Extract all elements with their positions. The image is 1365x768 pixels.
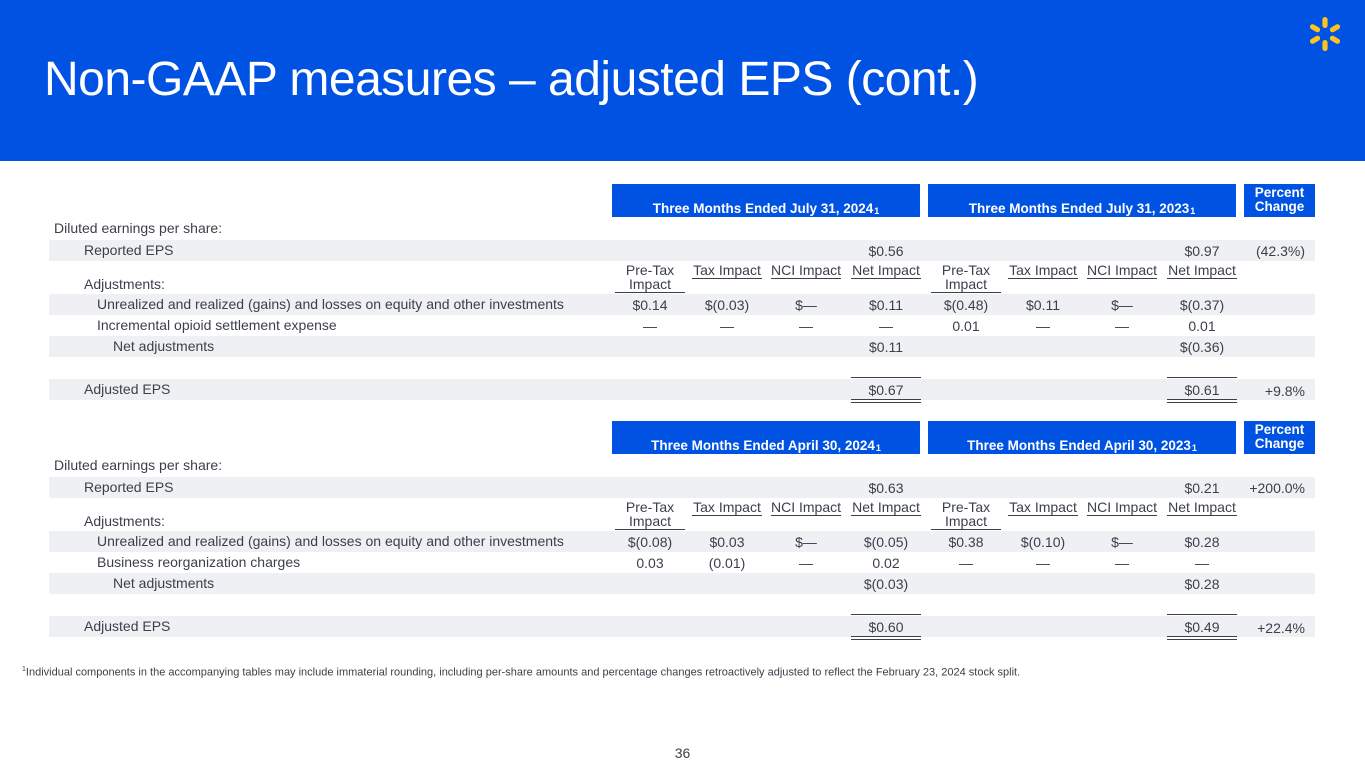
net-adjustments-label: Net adjustments bbox=[113, 575, 215, 591]
reported-eps-a: $0.63 bbox=[868, 480, 904, 496]
double-underline bbox=[851, 399, 921, 403]
percent-change-header: Percent Change bbox=[1244, 184, 1315, 217]
adjustment-value-a: 0.03 bbox=[636, 555, 664, 571]
row-band bbox=[49, 616, 1315, 637]
adjustment-value-a: $0.14 bbox=[632, 297, 668, 313]
column-subheader: NCI Impact bbox=[1087, 262, 1158, 278]
adjustment-value-a: $(0.08) bbox=[627, 534, 673, 550]
adjusted-change: +9.8% bbox=[1264, 383, 1305, 399]
adjustment-value-a: — bbox=[879, 318, 893, 334]
net-adjustments-label: Net adjustments bbox=[113, 338, 215, 354]
adjustment-value-b: — bbox=[1195, 555, 1209, 571]
total-rule bbox=[1167, 614, 1237, 615]
adjustment-row-label: Unrealized and realized (gains) and losses on equity and other investments bbox=[97, 533, 564, 549]
period-header bbox=[612, 184, 920, 217]
period-header bbox=[928, 421, 1236, 454]
adjusted-eps-b: $0.49 bbox=[1184, 619, 1220, 635]
diluted-eps-label: Diluted earnings per share: bbox=[54, 457, 223, 473]
footnote-mark: 1 bbox=[874, 206, 880, 216]
column-subheader: Net Impact bbox=[852, 499, 920, 515]
adjustment-value-a: $0.03 bbox=[709, 534, 745, 550]
total-rule bbox=[851, 614, 921, 615]
net-adjustments-b: $(0.36) bbox=[1179, 339, 1225, 355]
adjusted-change: +22.4% bbox=[1257, 620, 1305, 636]
walmart-spark-icon bbox=[1307, 16, 1343, 52]
adjustment-value-b: — bbox=[1115, 555, 1129, 571]
percent-change-header: Percent Change bbox=[1244, 421, 1315, 454]
adjusted-eps-a: $0.67 bbox=[868, 382, 904, 398]
double-underline bbox=[851, 636, 921, 640]
net-adjustments-a: $0.11 bbox=[869, 339, 903, 355]
column-subheader: Pre-Tax Impact bbox=[615, 500, 685, 530]
period-header bbox=[612, 421, 920, 454]
adjustment-row-label: Incremental opioid settlement expense bbox=[97, 317, 337, 333]
reported-eps-a: $0.56 bbox=[868, 243, 904, 259]
row-band bbox=[49, 477, 1315, 498]
adjusted-eps-label: Adjusted EPS bbox=[84, 618, 171, 634]
total-rule bbox=[1167, 377, 1237, 378]
column-subheader: NCI Impact bbox=[771, 499, 842, 515]
adjustment-value-a: 0.02 bbox=[872, 555, 900, 571]
row-band bbox=[49, 336, 1315, 357]
net-adjustments-a: $(0.03) bbox=[863, 576, 909, 592]
adjustment-row-label: Unrealized and realized (gains) and losses on equity and other investments bbox=[97, 296, 564, 312]
adjusted-eps-a: $0.60 bbox=[868, 619, 904, 635]
adjustment-value-b: $0.28 bbox=[1184, 534, 1220, 550]
total-rule bbox=[851, 377, 921, 378]
column-subheader: Tax Impact bbox=[1009, 499, 1077, 515]
adjustment-value-b: $(0.10) bbox=[1020, 534, 1066, 550]
page-title: Non-GAAP measures – adjusted EPS (cont.) bbox=[44, 53, 979, 106]
double-underline bbox=[1167, 636, 1237, 640]
adjustments-label: Adjustments: bbox=[84, 276, 165, 292]
row-band bbox=[49, 573, 1315, 594]
adjustment-row-label: Business reorganization charges bbox=[97, 554, 301, 570]
period-header-text: Three Months Ended July 31, 2023 bbox=[968, 201, 1190, 216]
adjustment-value-b: $— bbox=[1111, 297, 1133, 313]
adjustment-value-a: — bbox=[799, 318, 813, 334]
diluted-eps-label: Diluted earnings per share: bbox=[54, 220, 223, 236]
adjustment-value-b: $(0.37) bbox=[1179, 297, 1225, 313]
adjustment-value-a: — bbox=[799, 555, 813, 571]
adjustment-value-b: 0.01 bbox=[952, 318, 980, 334]
column-subheader: Pre-Tax Impact bbox=[615, 263, 685, 293]
column-subheader: Net Impact bbox=[1168, 262, 1236, 278]
adjustment-value-b: $0.11 bbox=[1026, 297, 1060, 313]
column-subheader: Net Impact bbox=[1168, 499, 1236, 515]
adjustment-value-a: — bbox=[643, 318, 657, 334]
adjustment-value-a: $— bbox=[795, 534, 817, 550]
reported-change: +200.0% bbox=[1249, 480, 1305, 496]
reported-eps-label: Reported EPS bbox=[84, 242, 174, 258]
adjustment-value-a: $(0.03) bbox=[704, 297, 750, 313]
footnote-mark: 1 bbox=[1190, 206, 1196, 216]
adjustment-value-b: — bbox=[1115, 318, 1129, 334]
adjustment-value-b: $0.38 bbox=[948, 534, 984, 550]
reported-eps-b: $0.21 bbox=[1184, 480, 1220, 496]
column-subheader: Tax Impact bbox=[1009, 262, 1077, 278]
column-subheader: Tax Impact bbox=[693, 262, 761, 278]
adjustment-value-b: — bbox=[1036, 555, 1050, 571]
adjustment-value-b: — bbox=[1036, 318, 1050, 334]
period-header-text: Three Months Ended April 30, 2024 bbox=[651, 438, 875, 453]
adjustment-value-a: $0.11 bbox=[869, 297, 903, 313]
adjustment-value-a: $— bbox=[795, 297, 817, 313]
title-banner bbox=[0, 0, 1365, 161]
row-band bbox=[49, 379, 1315, 400]
reported-eps-label: Reported EPS bbox=[84, 479, 174, 495]
adjustment-value-a: $(0.05) bbox=[863, 534, 909, 550]
period-header bbox=[928, 184, 1236, 217]
adjustment-value-a: (0.01) bbox=[708, 555, 746, 571]
adjusted-eps-b: $0.61 bbox=[1184, 382, 1220, 398]
adjustments-label: Adjustments: bbox=[84, 513, 165, 529]
column-subheader: Pre-Tax Impact bbox=[931, 263, 1001, 293]
double-underline bbox=[1167, 399, 1237, 403]
footnote-mark: 1 bbox=[1191, 443, 1197, 453]
reported-eps-b: $0.97 bbox=[1184, 243, 1220, 259]
adjustment-value-b: $— bbox=[1111, 534, 1133, 550]
footnote bbox=[22, 666, 1020, 679]
adjustment-value-b: 0.01 bbox=[1188, 318, 1216, 334]
adjusted-eps-label: Adjusted EPS bbox=[84, 381, 171, 397]
reported-change: (42.3%) bbox=[1255, 243, 1305, 259]
footnote-mark: 1 bbox=[22, 666, 26, 673]
footnote-text: Individual components in the accompanying tables may include immaterial rounding, including per-share amounts and percentage changes retroactively adjusted to reflect the February 23, 2024 stock split. bbox=[25, 666, 1021, 679]
period-header-text: Three Months Ended July 31, 2024 bbox=[652, 201, 874, 216]
column-subheader: NCI Impact bbox=[771, 262, 842, 278]
adjustment-value-a: — bbox=[720, 318, 734, 334]
column-subheader: Net Impact bbox=[852, 262, 920, 278]
row-band bbox=[49, 240, 1315, 261]
adjustment-value-b: — bbox=[959, 555, 973, 571]
column-subheader: NCI Impact bbox=[1087, 499, 1158, 515]
footnote-mark: 1 bbox=[875, 443, 881, 453]
column-subheader: Tax Impact bbox=[693, 499, 761, 515]
net-adjustments-b: $0.28 bbox=[1184, 576, 1220, 592]
page-number: 36 bbox=[674, 745, 691, 761]
period-header-text: Three Months Ended April 30, 2023 bbox=[967, 438, 1191, 453]
adjustment-value-b: $(0.48) bbox=[943, 297, 989, 313]
column-subheader: Pre-Tax Impact bbox=[931, 500, 1001, 530]
